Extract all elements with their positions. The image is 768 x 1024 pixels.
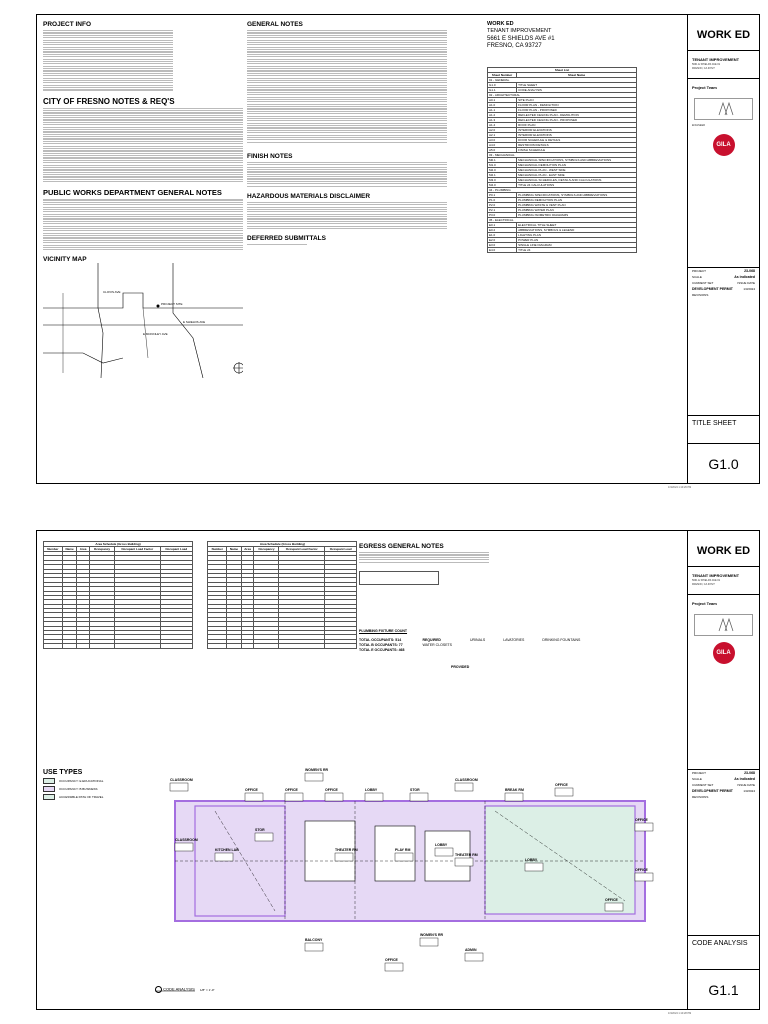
sheet-number-cell: A4.0 xyxy=(488,143,517,148)
sheet-number-cell: M3.0 xyxy=(488,178,517,183)
area-col-occupancy: Occupancy xyxy=(89,547,114,552)
area-cell xyxy=(279,644,325,648)
gila-logo: GILA xyxy=(713,134,735,156)
sheet-name-cell: REFLECTED CEILING PLAN - PROPOSED xyxy=(517,118,637,123)
sheet-name-cell: MECHANICAL SPECIFICATIONS, SYMBOLS AND ABBREVIATIONS xyxy=(517,158,637,163)
sheet-number-cell: A1.3 xyxy=(488,118,517,123)
area-cell xyxy=(241,644,254,648)
tb-project-subtitle: TENANT IMPROVEMENT xyxy=(692,57,740,62)
tb-project-title: WORK ED xyxy=(688,15,759,51)
area-cell xyxy=(160,644,192,648)
sheet-index-group: 05 - ELECTRICAL xyxy=(488,218,637,223)
use-types-heading: USE TYPES xyxy=(43,769,83,776)
sheet-number-cell: M4.0 xyxy=(488,183,517,188)
sheet-name-cell: MECHANICAL DEMOLITION PLAN xyxy=(517,163,637,168)
sheet-index-col-number: Sheet Number xyxy=(488,73,517,78)
room-label: CLASSROOM xyxy=(170,778,193,782)
sheet-name-cell: DOOR SCHEDULE & DETAILS xyxy=(517,138,637,143)
room-label: OFFICE xyxy=(605,898,618,902)
hazmat-section xyxy=(247,193,447,229)
tb-sheet-name: CODE ANALYSIS xyxy=(688,935,759,951)
area-row xyxy=(44,644,193,648)
sheet-name-cell: LIGHTING PLAN xyxy=(517,233,637,238)
sheet-name-cell: ABBREVIATIONS, SYMBOLS & LEGEND xyxy=(517,228,637,233)
occupancy-tag xyxy=(285,793,303,801)
sheet-number-cell: E2.0 xyxy=(488,238,517,243)
plot-stamp-1: 1/3/2024 1:10:26 PM xyxy=(668,486,692,489)
vicinity-map xyxy=(43,263,243,378)
sheet-number-cell: A3.0 xyxy=(488,138,517,143)
title-block xyxy=(687,531,759,1009)
occupancy-tag xyxy=(635,873,653,881)
area-col-area: Area xyxy=(77,547,90,552)
sheet-index-title: Sheet List xyxy=(488,68,637,73)
area-cell xyxy=(324,644,356,648)
total-e-occupants: TOTAL E OCCUPANTS: 468 xyxy=(359,648,405,652)
sheet-number-cell: P2.1 xyxy=(488,208,517,213)
tb-scale-label: SCALE xyxy=(692,777,702,781)
sheet-name-cell: PLUMBING DEMOLITION PLAN xyxy=(517,198,637,203)
occupancy-tag xyxy=(435,848,453,856)
sheet-name-cell: ELECTRICAL TITLE SHEET xyxy=(517,223,637,228)
sheet-name-cell: FLOOR PLAN - PROPOSED xyxy=(517,108,637,113)
sheet-number-cell: M1.0 xyxy=(488,163,517,168)
area-cell xyxy=(254,644,279,648)
vicinity-map-heading: VICINITY MAP xyxy=(43,256,87,264)
plot-stamp-2: 1/3/2024 1:10:28 PM xyxy=(668,1012,692,1015)
sheet-number-cell: G1.1 xyxy=(488,88,517,93)
tb-project-info xyxy=(688,769,759,800)
area-cell xyxy=(208,644,227,648)
area-cell xyxy=(44,644,63,648)
sheet-name-cell: TITLE 24 xyxy=(517,248,637,253)
area-cell xyxy=(89,644,114,648)
area-cell xyxy=(115,644,161,648)
total-occupants: TOTAL OCCUPANTS: 514 xyxy=(359,638,402,642)
project-name: WORK ED xyxy=(487,21,514,27)
sheet-name-cell: SINGLE LINE DIAGRAM xyxy=(517,243,637,248)
room-label: WOMEN'S RR xyxy=(305,768,328,772)
occupancy-tag xyxy=(555,788,573,796)
sheet-index-group: 01 - GENERAL xyxy=(488,78,637,83)
occupancy-tag xyxy=(305,773,323,781)
sheet-number-cell: P1.0 xyxy=(488,198,517,203)
project-info-section xyxy=(43,21,243,91)
deferred-heading: DEFERRED SUBMITTALS xyxy=(247,235,326,243)
tb-project-label: PROJECT xyxy=(692,269,707,273)
tb-current-set: CURRENT SET xyxy=(692,281,714,285)
project-address1: 5661 E SHIELDS AVE #1 xyxy=(487,36,555,42)
room-label: BALCONY xyxy=(305,938,323,942)
plan-scale: 1/8" = 1'-0" xyxy=(199,987,215,992)
water-closets-label: WATER CLOSETS xyxy=(422,643,453,647)
tb-project-subtitle: TENANT IMPROVEMENT xyxy=(692,573,740,578)
sheet-name-cell: TITLE 24 CALCULATIONS xyxy=(517,183,637,188)
callout-number-icon xyxy=(155,986,162,993)
sheet-number-cell: E4.0 xyxy=(488,248,517,253)
tb-set-date: 1/3/2024 xyxy=(743,789,755,793)
sheet-number-cell: A2.0 xyxy=(488,128,517,133)
sheet-name-cell: POWER PLAN xyxy=(517,238,637,243)
tb-set-name: DEVELOPMENT PERMIT xyxy=(692,789,733,793)
sheet-name-cell: ROOF PLAN xyxy=(517,123,637,128)
occupancy-tag xyxy=(465,953,483,961)
area-cell xyxy=(62,644,77,648)
legend-swatch-e xyxy=(43,778,55,784)
fresno-notes-section xyxy=(43,97,243,183)
occupancy-tag xyxy=(455,858,473,866)
area-cell xyxy=(77,644,90,648)
room-label: LOBBY xyxy=(435,843,448,847)
egress-table xyxy=(359,571,439,585)
tb-sheet-name: TITLE SHEET xyxy=(688,415,759,431)
tb-project-number: 23-068 xyxy=(744,269,755,273)
occupancy-tag xyxy=(410,793,428,801)
area-row xyxy=(208,644,357,648)
tb-project-team: Project Team xyxy=(688,78,759,92)
tb-address2: FRESNO, CA 93727 xyxy=(692,66,715,70)
tb-project-title: WORK ED xyxy=(688,531,759,567)
area-col-number: Number xyxy=(208,547,227,552)
sheet-number-cell: M2.0 xyxy=(488,168,517,173)
general-notes-section xyxy=(247,21,447,143)
sheet-number-cell: E3.0 xyxy=(488,243,517,248)
sheet-number-cell: A1.4 xyxy=(488,123,517,128)
area-col-number: Number xyxy=(44,547,63,552)
occupancy-tag xyxy=(635,823,653,831)
room-label: OFFICE xyxy=(325,788,338,792)
deferred-section xyxy=(247,235,447,245)
room-label: LOBBY xyxy=(365,788,378,792)
legend-swatch-path xyxy=(43,794,55,800)
vicinity-project-site: PROJECT SITE xyxy=(161,302,183,307)
vicinity-map-section xyxy=(43,256,243,383)
sheet-name-cell: CODE ANALYSIS xyxy=(517,88,637,93)
tb-sheet-number: G1.0 xyxy=(688,443,759,483)
sheet-name-cell: PLUMBING WASTE & VENT PLAN xyxy=(517,203,637,208)
tb-project-team: Project Team xyxy=(688,594,759,608)
occupancy-tag xyxy=(385,963,403,971)
fountains-label: DRINKING FOUNTAINS xyxy=(542,638,581,642)
occupancy-tag xyxy=(455,783,473,791)
legend-path: ACCESSIBLE PATH OF TRAVEL xyxy=(59,795,104,799)
column-middle xyxy=(247,21,447,251)
sheet-index-table xyxy=(487,67,637,253)
sheet-name-cell: REFLECTED CEILING PLAN - DEMOLITION xyxy=(517,113,637,118)
legend-swatch-b xyxy=(43,786,55,792)
tb-project-info xyxy=(688,267,759,298)
sheet-name-cell: MECHANICAL PLAN - WEST SIDE xyxy=(517,168,637,173)
provided-label: PROVIDED xyxy=(451,665,470,669)
room-label: OFFICE xyxy=(385,958,398,962)
area-schedules xyxy=(43,541,357,649)
sheet-name-cell: TITLE SHEET xyxy=(517,83,637,88)
tb-revisions: REVISIONS xyxy=(692,795,709,799)
sheet-number-cell: A0.1 xyxy=(488,98,517,103)
required-label: REQUIRED xyxy=(422,638,441,642)
tb-scale-value: As indicated xyxy=(734,275,755,279)
room-label: LOBBY xyxy=(525,858,538,862)
architect-logo xyxy=(694,98,753,120)
project-block xyxy=(487,21,677,49)
sheet-name-cell: RESTROOM DETAILS xyxy=(517,143,637,148)
room-label: STOR xyxy=(410,788,420,792)
tb-set-name: DEVELOPMENT PERMIT xyxy=(692,287,733,291)
occupancy-tag xyxy=(505,793,523,801)
project-type: TENANT IMPROVEMENT xyxy=(487,27,552,34)
tb-scale-label: SCALE xyxy=(692,275,702,279)
project-info-heading: PROJECT INFO xyxy=(43,21,92,28)
room-label: OFFICE xyxy=(555,783,568,787)
occupancy-tag xyxy=(525,863,543,871)
occupancy-tag xyxy=(335,853,353,861)
sheet-name-cell: INTERIOR ELEVATIONS xyxy=(517,133,637,138)
occupancy-tag xyxy=(420,938,438,946)
occupancy-tag xyxy=(175,843,193,851)
vicinity-street-mckinley: E MCKINLEY AVE xyxy=(143,332,168,337)
sheet-index-col-name: Sheet Name xyxy=(517,73,637,78)
sheet-number-cell: E0.1 xyxy=(488,223,517,228)
sheet-number-cell: P3.0 xyxy=(488,213,517,218)
vicinity-street-clovis: CLOVIS AVE xyxy=(103,290,121,295)
sheet-number-cell: A1.1 xyxy=(488,108,517,113)
tb-project-label: PROJECT xyxy=(692,771,707,775)
finish-notes-section xyxy=(247,153,447,187)
sheet-number-cell: G1.0 xyxy=(488,83,517,88)
use-types-legend xyxy=(43,769,153,801)
tb-sheet-number: G1.1 xyxy=(688,969,759,1009)
sheet-index-group: 04 - PLUMBING xyxy=(488,188,637,193)
area-col-load-factor: Occupant Load Factor xyxy=(115,547,161,552)
fresno-notes-heading: CITY OF FRESNO NOTES & REQ'S xyxy=(43,96,175,106)
occupancy-tag xyxy=(605,903,623,911)
plan-label: CODE ANALYSIS xyxy=(163,986,195,992)
sheet-name-cell: PLUMBING WATER PLAN xyxy=(517,208,637,213)
room-label: BREAK RM xyxy=(505,788,524,792)
plumbing-heading: PLUMBING FIXTURE COUNT xyxy=(359,629,408,633)
room-label: CLASSROOM xyxy=(175,838,198,842)
tb-address2: FRESNO, CA 93727 xyxy=(692,582,715,586)
room-label: STOR xyxy=(255,828,265,832)
sheet-name-cell: PLUMBING ISOMETRIC DIAGRAMS xyxy=(517,213,637,218)
sheet-index-row xyxy=(488,248,637,253)
room-label: OFFICE xyxy=(285,788,298,792)
area-col-load: Occupant Load xyxy=(324,547,356,552)
room-label: OFFICE xyxy=(635,818,648,822)
area-schedule-title-left: Area Schedule (Gross Building) xyxy=(44,542,193,547)
code-analysis-floor-plan xyxy=(155,751,675,1001)
tb-project-number: 23-068 xyxy=(744,771,755,775)
area-cell xyxy=(227,644,242,648)
column-left xyxy=(43,21,243,389)
occupancy-tag xyxy=(365,793,383,801)
tb-address: 5661 E SHIELDS AVE #1 xyxy=(692,63,721,66)
room-label: WOMEN'S RR xyxy=(420,933,443,937)
sheet-number-cell: M2.1 xyxy=(488,173,517,178)
room-label: KITCHEN LAB xyxy=(215,848,239,852)
occupancy-tag xyxy=(215,853,233,861)
tb-set-date: 1/3/2024 xyxy=(743,287,755,291)
public-works-heading: PUBLIC WORKS DEPARTMENT GENERAL NOTES xyxy=(43,188,222,198)
title-block xyxy=(687,15,759,483)
tb-consultant: ENGINEER xyxy=(692,124,706,127)
area-col-name: Name xyxy=(227,547,242,552)
sheet-name-cell: PLUMBING SPECIFICATIONS, SYMBOLS AND ABBREVIATIONS xyxy=(517,193,637,198)
column-right xyxy=(487,21,677,253)
tb-current-set: CURRENT SET xyxy=(692,783,714,787)
area-col-area: Area xyxy=(241,547,254,552)
room-label: OFFICE xyxy=(245,788,258,792)
tb-address: 5661 E SHIELDS AVE #1 xyxy=(692,579,721,582)
sheet-number-cell: M0.1 xyxy=(488,158,517,163)
sheet-number-cell: E0.2 xyxy=(488,228,517,233)
room-label: CLASSROOM xyxy=(455,778,478,782)
occupancy-tag xyxy=(170,783,188,791)
legend-b: OCCUPANCY: B BUSINESS xyxy=(59,787,98,791)
sheet-number-cell: P0.1 xyxy=(488,193,517,198)
sheet-name-cell: FLOOR PLAN - DEMOLITION xyxy=(517,103,637,108)
sheet-number-cell: A1.0 xyxy=(488,103,517,108)
general-notes-heading: GENERAL NOTES xyxy=(247,21,303,28)
total-b-occupants: TOTAL B OCCUPANTS: 77 xyxy=(359,643,403,647)
occupancy-tag xyxy=(245,793,263,801)
sheet-index-group: 02 - ARCHITECTURAL xyxy=(488,93,637,98)
code-analysis-callout xyxy=(155,986,215,993)
project-address2: FRESNO, CA 93727 xyxy=(487,42,542,49)
room-label: THEATER RM xyxy=(335,848,358,852)
area-schedule-right xyxy=(207,541,357,649)
occupancy-tag xyxy=(255,833,273,841)
sheet-name-cell: FINISH SCHEDULE xyxy=(517,148,637,153)
code-analysis-sheet xyxy=(36,530,760,1010)
sheet-index-group: 03 - MECHANICAL xyxy=(488,153,637,158)
sheet-number-cell: A2.1 xyxy=(488,133,517,138)
egress-heading: EGRESS GENERAL NOTES xyxy=(359,543,444,550)
room-label: THEATER RM xyxy=(455,853,478,857)
tb-revisions: REVISIONS xyxy=(692,293,709,297)
area-col-name: Name xyxy=(62,547,77,552)
public-works-section xyxy=(43,188,243,250)
tb-issue-date: ISSUE DATE xyxy=(737,281,755,285)
gila-logo: GILA xyxy=(713,642,735,664)
room-label: ADMIN xyxy=(465,948,477,952)
sheet-number-cell: P2.0 xyxy=(488,203,517,208)
lavatories-label: LAVATORIES xyxy=(503,638,525,642)
room-label: PLAY RM xyxy=(395,848,411,852)
area-col-load-factor: Occupant Load Factor xyxy=(279,547,325,552)
area-schedule-left xyxy=(43,541,193,649)
area-col-load: Occupant Load xyxy=(160,547,192,552)
sheet-number-cell: A5.0 xyxy=(488,148,517,153)
sheet-number-cell: E1.0 xyxy=(488,233,517,238)
vicinity-street-shields: E SHIELDS AVE xyxy=(183,320,206,325)
egress-notes xyxy=(359,543,489,585)
occupancy-tag xyxy=(395,853,413,861)
plumbing-count xyxy=(359,629,659,670)
occupancy-tag xyxy=(325,793,343,801)
sheet-name-cell: SITE PLAN xyxy=(517,98,637,103)
sheet-name-cell: INTERIOR ELEVATIONS xyxy=(517,128,637,133)
tb-issue-date: ISSUE DATE xyxy=(737,783,755,787)
finish-notes-heading: FINISH NOTES xyxy=(247,152,293,160)
hazmat-heading: HAZARDOUS MATERIALS DISCLAIMER xyxy=(247,192,371,200)
sheet-number-cell: A1.2 xyxy=(488,113,517,118)
area-schedule-title-right: Area Schedule (Gross Building) xyxy=(208,542,357,547)
legend-e: OCCUPANCY: E EDUCATIONAL xyxy=(59,779,104,783)
title-sheet xyxy=(36,14,760,484)
sheet-name-cell: MECHANICAL PLAN - EAST SIDE xyxy=(517,173,637,178)
tb-scale-value: As indicated xyxy=(734,777,755,781)
occupancy-tag xyxy=(305,943,323,951)
sheet-name-cell: MECHANICAL SCHEDULES, DETAILS AND CALCULATIONS xyxy=(517,178,637,183)
architect-logo xyxy=(694,614,753,636)
area-col-occupancy: Occupancy xyxy=(254,547,279,552)
room-label: OFFICE xyxy=(635,868,648,872)
urinals-label: URINALS xyxy=(470,638,486,642)
